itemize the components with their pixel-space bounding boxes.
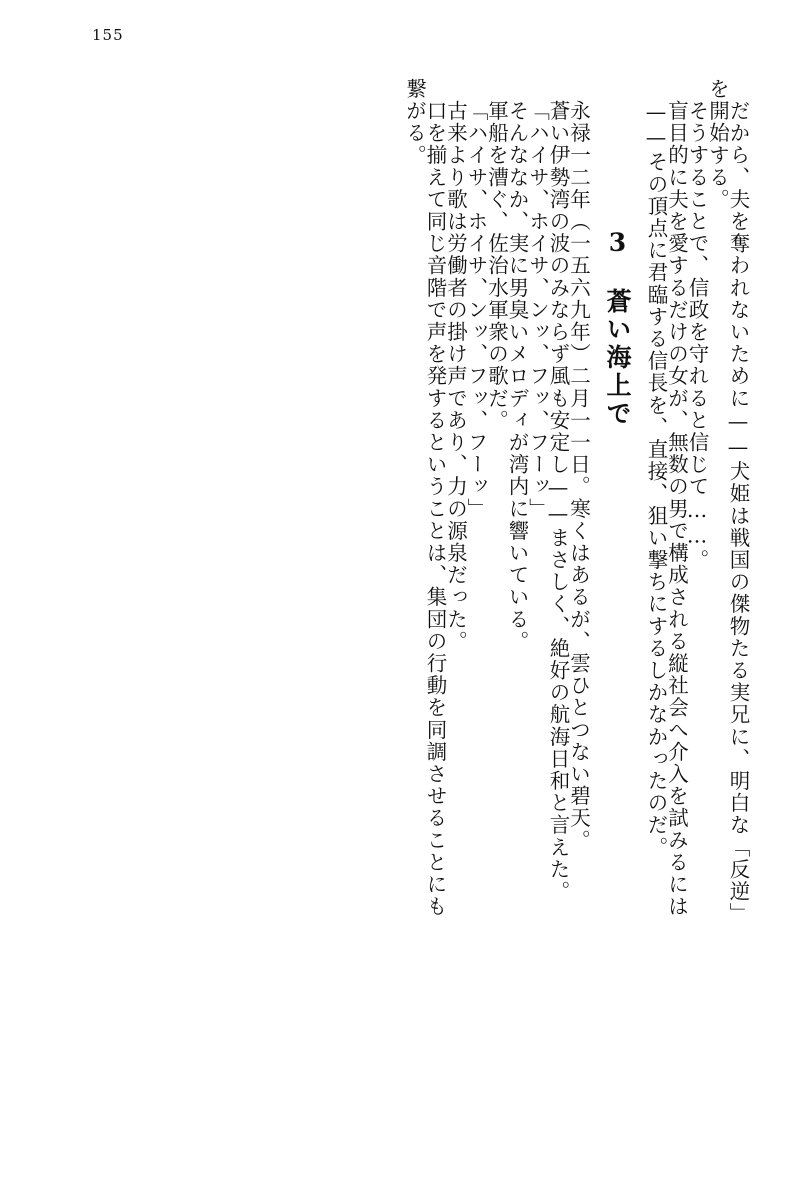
text-column: 盲目的に夫を愛するだけの女が、無数の男で構成される縦社会へ介入を試みるには	[664, 100, 689, 918]
text-column: だから、夫を奪われないために——犬姫は戦国の傑物たる実兄に、明白な「反逆」	[726, 100, 750, 925]
section-heading: 3 蒼い海上で	[603, 228, 632, 428]
text-column: 軍船を漕ぐ、佐治水軍衆の歌だ。	[484, 100, 509, 432]
text-column: 蒼い伊勢湾の波のみならず風も安定し——まさしく、絶好の航海日和と言えた。	[546, 100, 570, 903]
text-column: 古来より歌は労働者の掛け声であり、力の源泉だった。	[443, 100, 468, 653]
page-number: 155	[92, 26, 124, 44]
text-column: を開始する。	[705, 78, 730, 211]
text-column: 繋がる。	[402, 78, 427, 167]
text-column: そんななか、実に男臭いメロディが湾内に響いている。	[505, 100, 529, 653]
text-column: 口を揃えて同じ音階で声を発するということは、集団の行動を同調させることにも	[423, 100, 447, 918]
text-column: 「ハイサ、ホイサ、ンッ、フッ、フーッ」	[525, 100, 550, 520]
page-body	[58, 78, 748, 1148]
text-column: 「ハイサ、ホイサ、ンッ、フッ、フーッ」	[464, 100, 488, 520]
text-column: そうすることで、信政を守れると信じて……。	[685, 100, 709, 572]
text-column: ——その頂点に君臨する信長を、直接、狙い撃ちにするしかなかったのだ。	[644, 100, 668, 859]
text-column: 永禄一二年（一五六九年）二月一一日。寒くはあるが、雲ひとつない碧天。	[566, 100, 591, 852]
